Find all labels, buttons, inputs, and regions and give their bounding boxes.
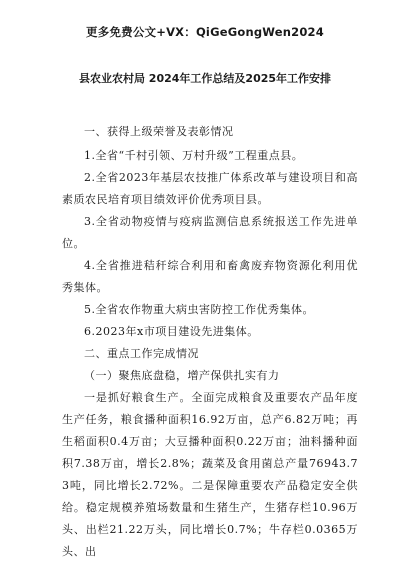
list-item: 2.全省2023年基层农技推广体系改革与建设项目和高素质农民培育项目绩效评价优秀项目县。 (62, 171, 358, 206)
body-paragraph: 一是抓好粮食生产。全面完成粮食及重要农产品年度生产任务，粮食播种面积16.92万亩，总产6.82万吨；再生稻面积0.4万亩；大豆播种面积0.22万亩；油料播种面积7.38万亩，增长2.8%；蔬菜及食用菌总产量76943.73吨，同比增长2.72%。二是保障重要农产品稳定安全供给。稳定规模养殖场数量和生猪生产，生猪存栏10.96万头、出栏21.22万头，同比增长0.7%；牛存栏0.0365万头、出 (62, 391, 358, 558)
list-item: 6.2023年x市项目建设先进集体。 (84, 325, 259, 338)
list-item: 3.全省动物疫情与疫病监测信息系统报送工作先进单位。 (62, 215, 358, 250)
list-item: 1.全省“千村引领、万村升级”工程重点县。 (84, 149, 304, 162)
section-heading: 一、获得上级荣誉及表彰情况 (84, 125, 234, 138)
list-item: 5.全省农作物重大病虫害防控工作优秀集体。 (84, 303, 314, 316)
document-body (62, 121, 358, 563)
section-heading: 二、重点工作完成情况 (84, 347, 199, 360)
list-item: 4.全省推进秸秆综合利用和畜禽废弃物资源化利用优秀集体。 (62, 259, 358, 294)
subsection-heading: （一）聚焦底盘稳，增产保供扎实有力 (84, 369, 280, 382)
document-title: 县农业农村局 2024年工作总结及2025年工作安排 (78, 72, 332, 85)
header-banner: 更多免费公文+VX：QiGeGongWen2024 (86, 25, 324, 39)
